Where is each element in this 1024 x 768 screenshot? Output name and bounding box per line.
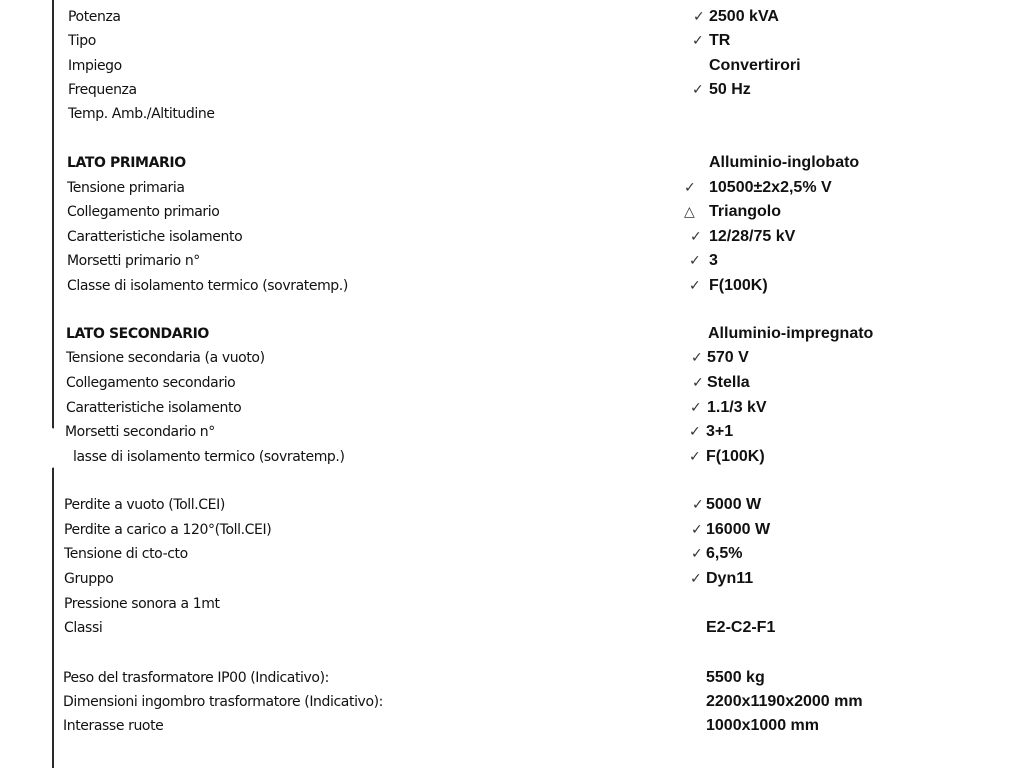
table-row <box>0 202 1024 226</box>
table-row <box>0 276 1024 300</box>
check-mark-icon: ✓ <box>692 82 704 98</box>
check-mark-icon: ✓ <box>690 229 702 245</box>
spec-label: Temp. Amb./Altitudine <box>68 106 215 122</box>
check-mark-icon: ✓ <box>691 546 703 562</box>
table-row <box>0 373 1024 397</box>
table-row <box>0 569 1024 593</box>
spec-value: 50 Hz <box>709 81 751 98</box>
spec-value: F(100K) <box>709 277 768 294</box>
table-row <box>0 544 1024 568</box>
table-row <box>0 153 1024 177</box>
spec-value: 6,5% <box>706 545 743 562</box>
spec-label: Frequenza <box>68 82 137 98</box>
table-row <box>0 422 1024 446</box>
spec-value: Dyn11 <box>706 570 754 587</box>
spec-label: Classe di isolamento termico (sovratemp.) <box>67 278 348 294</box>
check-mark-icon: ✓ <box>691 522 703 538</box>
spec-label: Classi <box>64 620 103 636</box>
spec-label: Perdite a vuoto (Toll.CEI) <box>64 497 225 513</box>
spec-value: Convertirori <box>709 57 801 74</box>
table-row <box>0 348 1024 372</box>
table-row <box>0 104 1024 128</box>
spec-value: Stella <box>707 374 750 391</box>
spec-label: Morsetti secondario n° <box>65 424 215 440</box>
spec-label: Collegamento secondario <box>66 375 236 391</box>
spec-value: 3+1 <box>706 423 734 440</box>
spec-label: Dimensioni ingombro trasformatore (Indicativo): <box>63 694 383 710</box>
table-row <box>0 7 1024 31</box>
spec-label: Peso del trasformatore IP00 (Indicativo): <box>63 670 329 686</box>
table-row <box>0 594 1024 618</box>
spec-value: TR <box>709 32 731 49</box>
table-row <box>0 692 1024 716</box>
spec-value: 2500 kVA <box>709 8 779 25</box>
check-mark-icon: ✓ <box>692 497 704 513</box>
table-row <box>0 227 1024 251</box>
check-mark-icon: ✓ <box>692 33 704 49</box>
spec-label: Pressione sonora a 1mt <box>64 596 220 612</box>
table-row <box>0 31 1024 55</box>
check-mark-icon: ✓ <box>693 9 705 25</box>
table-row <box>0 56 1024 80</box>
table-row <box>0 668 1024 692</box>
spec-label: Collegamento primario <box>67 204 220 220</box>
spec-value: 570 V <box>707 349 749 366</box>
spec-label: Perdite a carico a 120°(Toll.CEI) <box>64 522 272 538</box>
spec-value: Alluminio-inglobato <box>709 154 860 171</box>
spec-label: Caratteristiche isolamento <box>67 229 243 245</box>
spec-value: E2-C2-F1 <box>706 619 776 636</box>
table-row <box>0 398 1024 422</box>
spec-label: Morsetti primario n° <box>67 253 200 269</box>
spec-value: 1.1/3 kV <box>707 399 767 416</box>
spec-value: 12/28/75 kV <box>709 228 796 245</box>
table-row <box>0 447 1024 471</box>
spec-label: lasse di isolamento termico (sovratemp.) <box>73 449 345 465</box>
spec-label: Potenza <box>68 9 121 25</box>
check-mark-icon: ✓ <box>684 180 696 196</box>
spec-label: Tensione secondaria (a vuoto) <box>66 350 265 366</box>
table-row <box>0 618 1024 642</box>
spec-value: 3 <box>709 252 718 269</box>
spec-value: 10500±2x2,5% V <box>709 179 832 196</box>
check-mark-icon: ✓ <box>691 350 703 366</box>
table-row <box>0 495 1024 519</box>
section-heading: LATO SECONDARIO <box>66 326 209 342</box>
section-heading: LATO PRIMARIO <box>67 155 186 171</box>
spec-label: Gruppo <box>64 571 114 587</box>
table-row <box>0 251 1024 275</box>
spec-value: F(100K) <box>706 448 765 465</box>
check-mark-icon: ✓ <box>690 400 702 416</box>
spec-label: Interasse ruote <box>63 718 164 734</box>
table-row <box>0 716 1024 740</box>
table-row <box>0 80 1024 104</box>
spec-label: Tensione primaria <box>67 180 185 196</box>
table-row <box>0 178 1024 202</box>
spec-value: 2200x1190x2000 mm <box>706 693 863 710</box>
spec-value: 5500 kg <box>706 669 765 686</box>
check-mark-icon: ✓ <box>689 424 701 440</box>
check-mark-icon: ✓ <box>689 449 701 465</box>
check-mark-icon: ✓ <box>689 278 701 294</box>
table-row <box>0 324 1024 348</box>
spec-label: Tensione di cto-cto <box>64 546 188 562</box>
spec-value: 1000x1000 mm <box>706 717 819 734</box>
spec-value: Triangolo <box>709 203 781 220</box>
check-mark-icon: ✓ <box>692 375 704 391</box>
check-mark-icon: ✓ <box>690 571 702 587</box>
spec-label: Tipo <box>68 33 96 49</box>
spec-value: 16000 W <box>706 521 771 538</box>
table-row <box>0 520 1024 544</box>
check-mark-icon: ✓ <box>689 253 701 269</box>
delta-mark-icon: △ <box>684 204 695 220</box>
spec-value: 5000 W <box>706 496 762 513</box>
spec-value: Alluminio-impregnato <box>708 325 874 342</box>
spec-label: Impiego <box>68 58 122 74</box>
spec-label: Caratteristiche isolamento <box>66 400 242 416</box>
